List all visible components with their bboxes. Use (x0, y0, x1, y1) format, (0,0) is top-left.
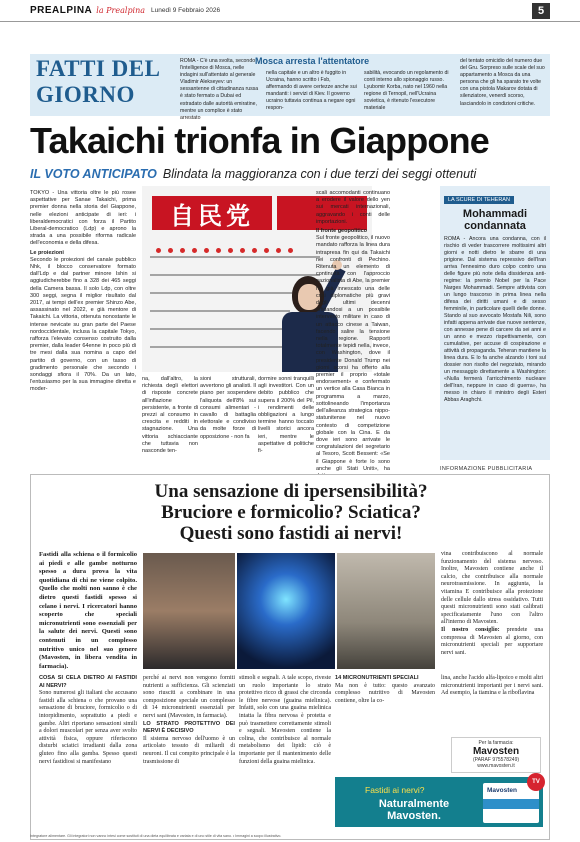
kicker-tag: IL VOTO ANTICIPATO (30, 167, 157, 181)
pharmacy-label: Per la farmacia: (478, 740, 514, 746)
article-col-1b-text: Secondo le proiezioni del canale pubblico Nhk, il blocco conservatore formato dall'Ldp e dal partner minore Ishin si aggiudicherebbe fino a 328 dei 465 seggi della Camera bassa. Il solo Ldp, con oltre 300 seggi, segna il miglior risultato dal 2017, ai tempi dell'ex premier Shinzo Abe, assassinato nel 2022, e già mentore di Takaichi. La vittoria, ottenuta nonostante le intense nevicate su gran parte del Paese nordoccidentale, inclusa la capitale Tokyo, rafforza l'elevato consenso costruito dalla premier, dalla leader 64enne in poco più di tre mesi dalla sua nomina a capo del partito di governo, con un tasso di gradimento personale che secondo i sondaggi sfiora il 70%. Da un lato, l'entusiasmo per la sua immagine diretta e moder- (30, 256, 136, 393)
ad-tip-label: Il nostro consiglio: (441, 626, 500, 633)
page-number: 5 (532, 3, 550, 19)
ad-col-2b-text: Il sistema nervoso dell'uomo è un articolato tessuto di miliardi di neuroni. Il cui compito principale è la trasmissione di (143, 735, 235, 765)
party-banner: 自民党 (152, 196, 272, 230)
article-kicker (30, 167, 550, 183)
ad-label: INFORMAZIONE PUBBLICITARIA (440, 466, 533, 472)
subhead-geopolitico: Il fronte geopolitico (316, 228, 368, 235)
subhead-proiezioni: Le proiezioni (30, 249, 64, 256)
advertisement (30, 474, 550, 840)
fatti-title-line1: FATTI DEL (36, 56, 161, 81)
fatti-col-2: nella capitale e un altro è fuggito in Ucraina, hanno scritto i Fsb, affermando di avere certezze anche sui mandanti: i servizi di Kiev. Il governo ucraino tuttavia continua a negare ogni respon- (266, 70, 357, 112)
article-col-1-text: TOKYO - Una vittoria oltre le più rosee aspettative per Sanae Takaichi, prima premier donna nella storia del Giappone, nelle elezioni anticipate di ieri: i liberaldemocratici con forza il Partito Liberal-democratico (Ldp) e aprono la strada a una possibile riforma radicale dell'economia e della difesa. (30, 190, 136, 247)
article-col-1 (30, 190, 136, 460)
article-col-5-text: scali accomodanti continuano a erodere il valore dello yen sui mercati internazionali, aggravando i conti delle importazioni. (316, 190, 390, 225)
fatti-title-line2: GIORNO (36, 82, 135, 107)
fatti-title (36, 56, 160, 108)
pharmacy-box (451, 737, 541, 773)
article-col-2: na, dall'altro, la richiesta degli elettori di risposte concrete all'inflazione persistente, a fronte di prezzi al consumo in crescita e redditi in stagnazione. Una vittoria schiacciante che tuttavia non nasconde ten- (142, 376, 198, 455)
ad-subhead-2: LO STRATO PROTETTIVO DEI NERVI È DECISIVO (143, 720, 235, 735)
ad-photo-nerves (237, 553, 335, 669)
article-col-3: sioni strutturali, avvertono gli analisti. Il piano per sospendere l'aliquota dell'8% sui consumi alimentari - cavallo di battaglia elettorale e condiviso da molte forze di opposizione - non fa (200, 376, 256, 440)
fatti-headline: Mosca arresta l'attentatore (255, 56, 370, 66)
ad-footnote: Integratore alimentare. Gli integratori non vanno intesi come sostituti di una dieta equilibrata e variata e di uno stile di vita sano. • Immagini a scopo illustrativo. (30, 834, 282, 838)
article-col-5b-text: Sul fronte geopolitico, il nuovo mandato rafforza la linea dura intrapresa fin qui da Takaichi nei confronti di Pechino. Ritenuta un elemento di continuità con l'approccio nazionalista di Abe, la premier ha già innescato una delle crisi diplomatiche più gravi degli ultimi decenni affidandosi a un possibile intervento militare in caso di un attacco cinese a Taiwan, facendo salire la tensione nella regione. Rapporti totalmente tepidi nella, invece, con Washington, dove il presidente Donald Trump nei giorni scorsi ha offerto alla premier il proprio «totale endorsement» e confermato un vertice alla Casa Bianca in programma a marzo, sottolineando l'importanza dell'alleanza strategica nippo-statunitense nel nuovo contesto di competizione globale con la Cina. E da dove ieri sono arrivate le congratulazioni del segretario al Tesoro, Scott Bessent: «Se il Giappone è forte lo sono anche gli Stati Uniti», ha (316, 235, 390, 472)
sidebar-body: ROMA - Ancora una condanna, con il rischio di veder trascorrere moltissimi altri giorni e notti dietro le sbarre di una prigione. Dal sistema repressivo dell'Iran arriva l'ennesimo duro colpo contro una delle figure più note della dissidenza anti-regime: la premio Nobel per la Pace Narges Mohammadi. Sempre attivista con un lungo trascorso in prima linea nella difesa dei diritti umani e di sesso femminile, in particolare quelli delle donne. Stando al suo avvocato Mostafa Nili, sono infatti appena arrivate due nuove sentenze, con annesse pene di carcere da sei anni e un anno e mezzo rispettivamente, con cumulative, per accuse di cospirazione e attività di propaganda. Teheran mantiene la linea dura. E lo fa anche alzando i toni sul dossier non risolto del negoziato, mirando un messaggio direttamente a Washington: «Nulla fermerà l'arricchimento nucleare dell'Iran, neppure in caso di guerra», ha messo in chiaro il ministro degli Esteri Abbas Araghchi. (444, 236, 546, 403)
sidebar-box (440, 186, 550, 460)
pharmacy-brand: Mavosten (472, 746, 520, 757)
ad-col-5: lina, anche l'acido alfa-lipoico e molti altri micronutrienti importanti per i nervi sani. Ad esempio, la tiamina e la riboflavina (441, 675, 543, 697)
ad-headline-line1: Una sensazione di ipersensibilità? (154, 481, 428, 502)
fatti-col-4: del tentato omicidio del numero due del Gru. Sorpreso sulle scale del suo appartamento a Mosca da una persona che gli ha sparato tre volte con una pistola Makarov dotata di silenziatore, venerdì scorso, lasciandolo in condizioni critiche. (460, 58, 545, 107)
tv-badge: TV (527, 773, 545, 791)
sidebar-tag: LA SCURE DI TEHERAN (444, 196, 514, 204)
fatti-col-3: sabilità, evocando un regolamento di conti interno allo spionaggio russo. Lyubomir Korba, nato nel 1960 nella regione di Ternopil, nell'Ucraina sovietica, è ritenuto l'esecutore materiale (364, 70, 449, 112)
banner-answer: Naturalmente Mavosten. (378, 798, 450, 822)
ad-col-2 (143, 675, 235, 799)
ad-col-4-text: Ma non è tutto: questo avanzato complesso nutritivo di Mavosten contiene, oltre la co- (335, 682, 435, 704)
ad-col-1 (39, 675, 137, 799)
ad-photo-man (143, 553, 235, 669)
ad-headline-line3: Questi sono fastidi ai nervi! (179, 523, 403, 544)
fatti-col-1: ROMA - C'è una svolta, secondo l'intelligence di Mosca, nelle indagini sull'attentato al generale Vladimir Alekseyev: un sessantenne di cittadinanza russa è stato fermato a Dubai ed estradato dalle autorità emiratine, mentre un complice è stato arrestato (180, 58, 259, 121)
article-col-4: dormire sonni tranquilli agli investitori. Con un debito pubblico che supera il 200% del Pil, i rendimenti delle obbligazioni a lungo termine hanno toccato livelli storici ancora ieri, mentre le aspettative di politiche fi- (258, 376, 314, 455)
sidebar-title: Mohammadi condannata (462, 208, 528, 232)
dateline: Lunedì 9 Febbraio 2026 (151, 7, 221, 14)
ad-tip-text: prendete una compressa di Mavosten al giorno, con micronutrienti speciali per supportare nervi sani. (441, 626, 544, 656)
masthead-bar (0, 0, 580, 22)
masthead-brand: la Prealpina (96, 6, 146, 15)
ad-lead: Fastidi alla schiena o il formicolio ai piedi e alle gambe notturno spesso a dura prova la vita quotidiana di chi ne viene colpito. Quello che molti non sanno è che dietro questi fastidi spesso si celano i nervi. I ricercatori hanno scoperto che speciali micronutrienti sono essenziali per la salute dei nervi. Questi sono contenuti in un complesso nutritivo unico nel suo genere (Mavosten, in libera vendita in farmacia). (39, 551, 137, 670)
masthead-name: PREALPINA (30, 5, 93, 16)
pack-stripe (483, 799, 539, 809)
ad-right-text: vina contribuiscono al normale funzionamento del sistema nervoso. Inoltre, Mavosten contiene anche il calcio, che contribuisce alla normale neurotrasmissione. In aggiunta, la vitamina E contribuisce alla protezione delle cellule dallo stress ossidativo. Tutti questi micronutrienti sono stati calibrati specificatamente l'uno con l'altro all'interno di Mavosten. (441, 551, 543, 626)
ad-subhead-1: COSA SI CELA DIETRO AI FASTIDI AI NERVI? (39, 675, 137, 689)
ad-headline-line2: Bruciore e formicolio? Sciatica? (161, 502, 421, 523)
article-col-5 (316, 190, 390, 472)
pharmacy-url: www.mavosten.it (477, 763, 515, 769)
pharmacy-code: (PARAF 975578249) (472, 757, 520, 763)
ad-col-4 (335, 675, 435, 711)
fatti-del-giorno-box (30, 54, 550, 121)
ad-subhead-4: 14 MICRONUTRIENTI SPECIALI (335, 675, 419, 681)
article-headline: Takaichi trionfa in Giappone (30, 120, 489, 161)
ad-headline (31, 481, 551, 544)
ad-banner (335, 777, 543, 827)
ad-photo-woman (337, 553, 435, 669)
ad-col-3: stimoli e segnali. A tale scopo, riveste un ruolo importante lo strato protettivo ricco di grassi che circonda le fibre nervose (guaina mielinica). Infatti, solo con una guaina mielinica intatta la fibra nervosa è protetta e può trasmettere correttamente stimoli e segnali. Mavosten contiene la colina, che contribuisce al normale metabolismo dei lipidi: ciò è importante per il mantenimento delle funzioni della guaina mielinica. (239, 675, 331, 765)
ad-right-col (441, 551, 543, 657)
kicker-text: Blindata la maggioranza con i due terzi dei seggi ottenuti (162, 167, 477, 181)
ad-col-2-text: perché ai nervi non vengono forniti nutrienti a sufficienza. Gli scienziati sono riusciti a combinare in una composizione speciale un complesso di 14 micronutrienti essenziali per nervi sani (Mavosten, in farmacia). (143, 675, 235, 719)
ad-col-1-text: Sono numerosi gli italiani che accusano fastidi alla schiena o che provano una sensazione di bruciore, formicolio o di intorpidimento, soprattutto a piedi e gambe. Altri riportano sensazioni simili a dolori muscolari per senza aver svolto attività fisica, oppure riferiscono disturbi sciatici irradianti dalla zona gluteo fino alla gamba. Spesso questi nervi fastidiosi si manifestano (39, 690, 137, 765)
product-pack-brand: Mavosten (487, 787, 517, 794)
banner-question: Fastidi ai nervi? (365, 785, 425, 795)
